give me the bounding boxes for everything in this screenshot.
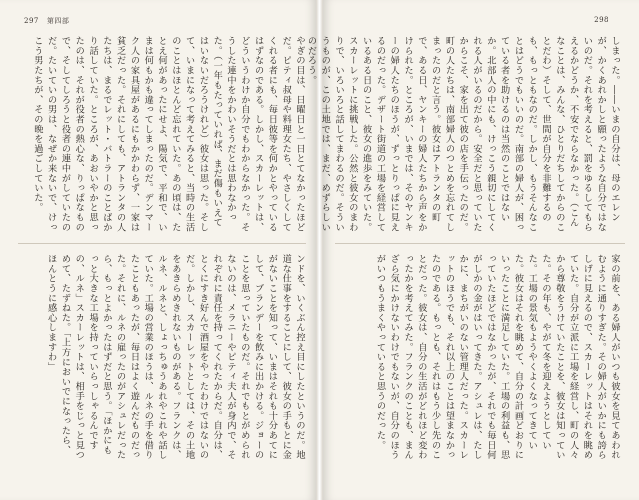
right-page (305, 0, 639, 500)
body-text: しまった。――いまの自分は、母のエレンが、かくあれかしと願ったような自分ではないのだ。それを考えると、罰をゆるしてもらえるかどうか、不安でならなかった。（こんなことは、みんな、ひとりだちしてからのことだわ）そして、世間が自分を非難するのも、もっともなのだ。しかし、もうそんなことはどうでもいいのだ。南部の婦人が、困っている者を助けるのは当然のことではないか。北部人の中にも、けっこう親切にしてくれる人がいるのだから。安全だと思っていたからこそ、家を出て彼の店を手伝ったのだ。町の人たちは、南部婦人のつとめを忘れてしまったのだと言う。彼女はアトランタの町で、ある日、ヤンキーの婦人たちから声をかけられた。ところが、いまでは、そのヤンキーの婦人たちのほうが、ずっとりっぱに見えるのだった。デザート街道の工場を経営しているある日のこと、彼女の進歩をみていた。スカーレットに挑戦した。公然と彼女のまわりで、いろいろと話してまわるのだ。そういうものが、この土地では、まだ、めずらしいのだろう。 (305, 36, 620, 232)
section-divider (18, 243, 306, 244)
left-page (0, 0, 316, 500)
section-divider (335, 243, 625, 244)
body-text: ンドを、いくぶん控え目にしたというのだ。地道な仕事をすることにして、彼女の手もとに金がないことを知って、いまはそれも十分あてにして、ブランデーを飲みに出かける。ジョーのことを思っていたものだ。それでもとがめられないのは、メラニーやピティ夫人が身内で、それぞれに責任を持ってくれたからだ。自分は、とくにすき好んで酒屋をやったわけではないのだ。しかし、スカーレットとしては、その土地をあきらめきれないものがある。フランクは、ルネ、ルネと、しょっちゅうあれやこれや話していた。工場の営業のほうは、ルネの手を借りたこともあったが、毎日はよく遊んだものだった。それに、ルネの雇ったのがアシュレだったら、もっとよかったはずだと思う。「ほかにもっと大きな工場を持っていらっしゃるんですの、ルネ」スカーレットは、相手をじっと見つめて、たずねた。「上方においでになったら、ほんとうに感心しますわ」 (45, 254, 305, 460)
right-page-header (594, 16, 617, 24)
right-top-text-block (305, 36, 621, 232)
left-bottom-text-block (16, 254, 306, 462)
page-number: 298 (594, 16, 609, 24)
left-top-text-block (16, 36, 306, 232)
body-text: やぎの目は、日曜日と一日とてなかったほどだ。ピティ叔母や料理女たち、やさしくしてくれる者にも、毎日彼等を何かとやっているはずなのである。しかし、スカーレットは、どういうわけか自分でもわからなかった。そうした連中をかわいそうだとは思わなかった。（一年もたっていれば、まだ傷もいえてはいないだろうけれど）彼女は思った。そして、いまになって考えてみると、当時の生活のことはほとんど忘れていた。あの頃は、たとえ何があったにせよ、陽気で、平和で、いまは何もかも違ってしまったのだ。デンマーク人の家具屋があるにもかかわらず、一家は貧乏だった。それにしても、アトランタの人たちは、まるでレット・バトラーのことばかり話していた。ところが、あおいやかと思ったのは、それが役者の熱心な、りっぱなもので、そしてしろうと役者の連中がしていたのだ。たいていの男は、なぜか来ないで、けっこう男たちが、その晩を過ごしていた。 (31, 36, 305, 232)
left-page-header (24, 16, 77, 26)
body-text: 家の前を、ある婦人がいつも彼女を見てあわれむように通りすぎた。その婦人がいかにも誇らしげに見えるので、スカーレットはそれを眺めていた。自分が立派に工場を経営し、町の人々から尊敬をうけていたことを、彼女は知っていた。その年も、やがて冬を迎えようとしていた。工場の景気もようやくよくなってきていた。彼女はそれを眺めて、自分の計画どおりにいったことに満足していた。工場の利益も、思っていたほどではなかったが、それでも毎日何がしかの金がはいってきた。アシュレは、たしかに、まちがいのない管理人だった。スカーレットのほうでも、それ以上のことは望まなかったのである。もっとも、それはもう少し先のことだった。彼女は、自分の生活がどれほど変わったかを考えてみた。フランクのことも、まんざら気にかけないわけでもないが、自分のほうがいつもうまくやっていると思うのだった。 (374, 254, 620, 460)
right-bottom-text-block (335, 254, 621, 462)
chapter-label: 第四部 (46, 17, 70, 25)
page-number: 297 (24, 17, 39, 25)
